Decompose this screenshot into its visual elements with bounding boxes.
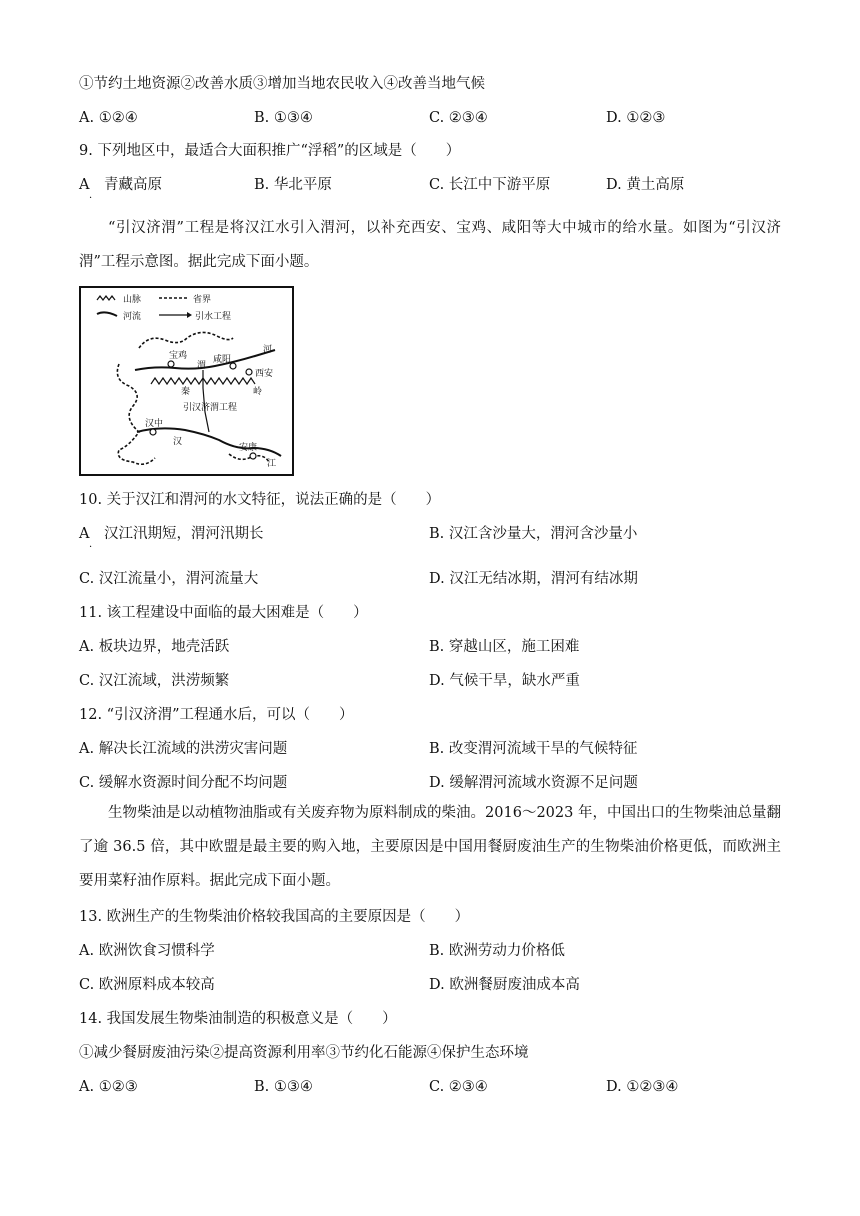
q10-option-c: C. 汉江流量小，渭河流量大 [79, 571, 259, 587]
emphasis-dot: · [89, 193, 93, 204]
q13-stem: 13. 欧洲生产的生物柴油价格较我国高的主要原因是（ ） [79, 909, 470, 925]
map-svg [79, 286, 294, 476]
q10-stem: 10. 关于汉江和渭河的水文特征，说法正确的是（ ） [79, 492, 441, 508]
q11-option-d: D. 气候干旱，缺水严重 [429, 673, 580, 689]
q13-option-b: B. 欧洲劳动力价格低 [429, 943, 565, 959]
q13-option-c: C. 欧洲原料成本较高 [79, 977, 215, 993]
q14-statement: ①减少餐厨废油污染②提高资源利用率③节约化石能源④保护生态环境 [79, 1045, 529, 1061]
q14-option-b: B. ①③④ [254, 1079, 313, 1095]
q14-option-a: A. ①②③ [79, 1079, 138, 1095]
label-he: 河 [263, 345, 273, 355]
label-han: 汉 [173, 437, 183, 447]
label-hanzhong: 汉中 [145, 419, 164, 429]
q13-option-a: A. 欧洲饮食习惯科学 [79, 943, 215, 959]
q12-option-d: D. 缓解渭河流域水资源不足问题 [429, 775, 638, 791]
q14-option-c: C. ②③④ [429, 1079, 488, 1095]
q12-option-b: B. 改变渭河流域干旱的气候特征 [429, 741, 638, 757]
q11-option-a: A. 板块边界，地壳活跃 [79, 639, 230, 655]
passage-biodiesel: 生物柴油是以动植物油脂或有关废弃物为原料制成的柴油。2016～2023 年，中国出口的生物柴油总量翻了逾 36.5 倍，其中欧盟是最主要的购入地，主要原因是中国用餐厨废油生产的生物柴油价格更低，而欧洲主要用菜籽油作原料。据此完成下面小题。 [79, 805, 781, 889]
legend-diversion: 引水工程 [195, 312, 232, 322]
city-xian [246, 369, 252, 375]
city-ankang [250, 453, 256, 459]
legend-mountain: 山脉 [123, 295, 142, 305]
q11-stem: 11. 该工程建设中面临的最大困难是（ ） [79, 605, 368, 621]
label-xianyang: 咸阳 [213, 355, 232, 365]
label-baoji: 宝鸡 [169, 351, 188, 361]
q10-option-b: B. 汉江含沙量大，渭河含沙量小 [429, 526, 638, 542]
q8-option-d: D. ①②③ [606, 110, 666, 126]
label-jiang: 江 [267, 459, 277, 469]
label-ankang: 安康 [239, 443, 258, 453]
q14-option-d: D. ①②③④ [606, 1079, 679, 1095]
label-xian: 西安 [255, 369, 274, 379]
q9-option-a: A 青藏高原 [79, 177, 162, 193]
q12-option-c: C. 缓解水资源时间分配不均问题 [79, 775, 288, 791]
emphasis-dot: · [89, 542, 93, 553]
q11-option-b: B. 穿越山区，施工困难 [429, 639, 580, 655]
q12-option-a: A. 解决长江流域的洪涝灾害问题 [79, 741, 288, 757]
q9-option-b: B. 华北平原 [254, 177, 332, 193]
city-hanzhong [150, 429, 156, 435]
label-project: 引汉济渭工程 [183, 403, 238, 413]
label-ling: 岭 [253, 387, 263, 397]
q12-stem: 12. “引汉济渭”工程通水后，可以（ ） [79, 707, 354, 723]
passage-yinhanjiwei: “引汉济渭”工程是将汉江水引入渭河，以补充西安、宝鸡、咸阳等大中城市的给水量。如图为“引汉济渭”工程示意图。据此完成下面小题。 [79, 220, 781, 270]
label-qin: 秦 [181, 387, 191, 397]
q9-option-c: C. 长江中下游平原 [429, 177, 551, 193]
legend-river: 河流 [123, 312, 142, 322]
q8-statement: ①节约土地资源②改善水质③增加当地农民收入④改善当地气候 [79, 76, 485, 92]
label-wei: 渭 [197, 361, 207, 371]
q11-option-c: C. 汉江流域，洪涝频繁 [79, 673, 230, 689]
city-baoji [168, 361, 174, 367]
q9-option-d: D. 黄土高原 [606, 177, 685, 193]
q8-option-a: A. ①②④ [79, 110, 138, 126]
q8-option-b: B. ①③④ [254, 110, 313, 126]
q13-option-d: D. 欧洲餐厨废油成本高 [429, 977, 580, 993]
q8-option-c: C. ②③④ [429, 110, 488, 126]
q9-stem: 9. 下列地区中，最适合大面积推广“浮稻”的区域是（ ） [79, 143, 461, 159]
q10-option-d: D. 汉江无结冰期，渭河有结冰期 [429, 571, 638, 587]
q14-stem: 14. 我国发展生物柴油制造的积极意义是（ ） [79, 1011, 397, 1027]
yinhanjiwei-map [79, 286, 294, 476]
legend-border: 省界 [193, 295, 212, 305]
q10-option-a: A 汉江汛期短，渭河汛期长 [79, 526, 264, 542]
